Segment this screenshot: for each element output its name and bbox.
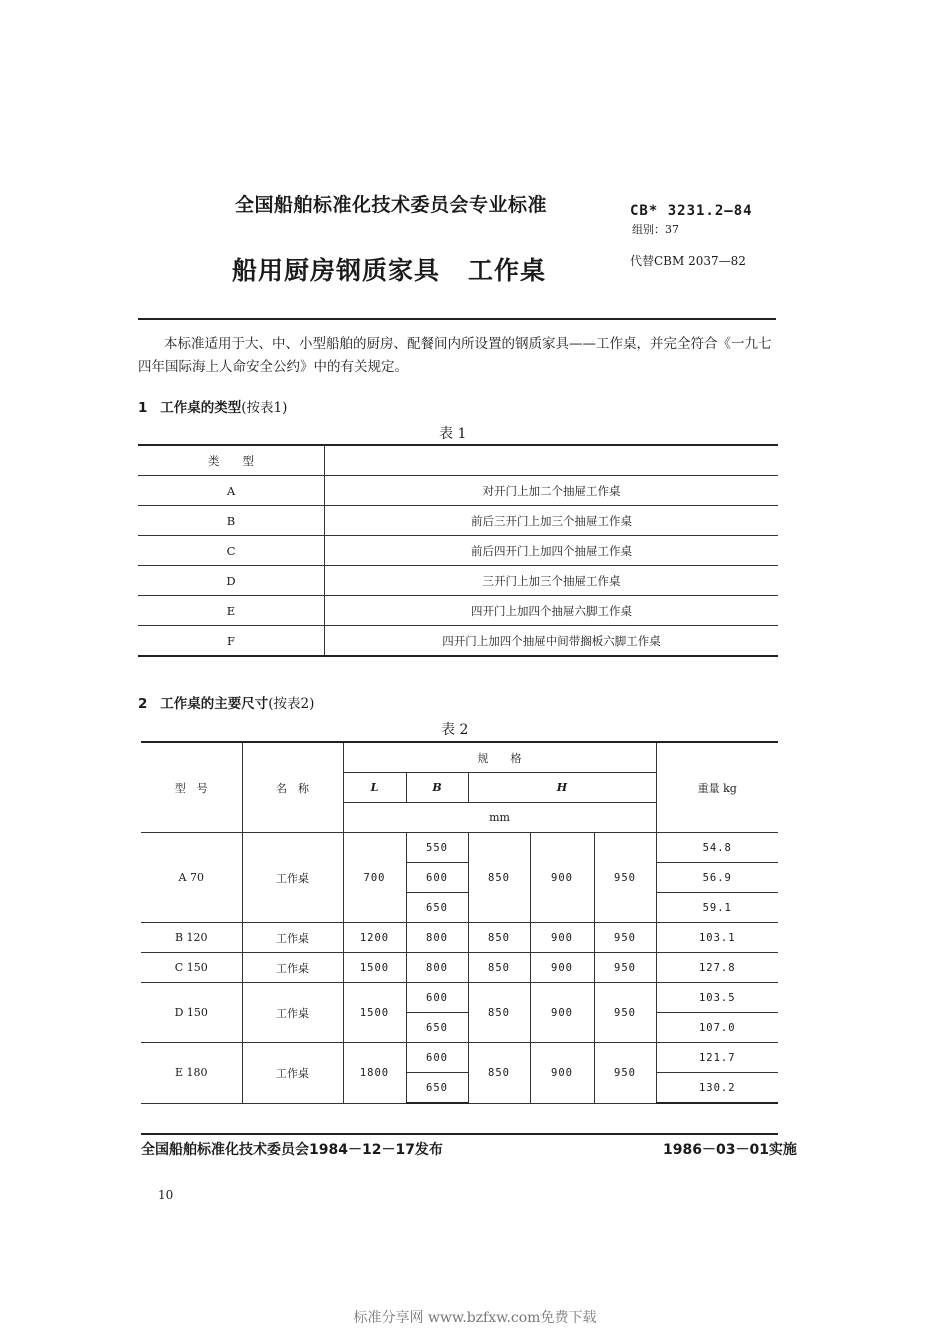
weight-cell: 59.1 (656, 893, 778, 923)
type-code: B (138, 506, 325, 536)
H-cell: 900 (530, 983, 594, 1043)
B-cell: 650 (406, 1073, 468, 1104)
section-2-note: (按表2) (268, 696, 315, 712)
table-1 (138, 444, 778, 657)
table-1-header-desc (325, 445, 779, 476)
table-row (138, 596, 778, 626)
name-cell: 工作桌 (242, 983, 343, 1043)
table-row (138, 476, 778, 506)
group-label: 组别：37 (632, 223, 679, 236)
H-cell: 900 (530, 1043, 594, 1104)
document-title (232, 251, 546, 287)
issue-date: 全国船舶标准化技术委员会1984－12－17发布 (141, 1142, 443, 1158)
table-2-caption: 表 2 (441, 722, 469, 738)
model-cell: E 180 (141, 1043, 242, 1104)
table-row (138, 445, 778, 476)
H-cell: 850 (468, 923, 530, 953)
B-cell: 600 (406, 863, 468, 893)
table-row (138, 566, 778, 596)
type-description: 四开门上加四个抽屉中间带搁板六脚工作桌 (325, 626, 779, 657)
L-cell: 1200 (343, 923, 406, 953)
table-1-caption: 表 1 (439, 426, 467, 442)
model-cell: A 70 (141, 833, 242, 923)
header-rule (138, 318, 776, 320)
header-unit: mm (343, 803, 656, 833)
name-cell: 工作桌 (242, 923, 343, 953)
L-cell: 1500 (343, 983, 406, 1043)
weight-cell: 127.8 (656, 953, 778, 983)
type-description: 三开门上加三个抽屉工作桌 (325, 566, 779, 596)
type-code: C (138, 536, 325, 566)
weight-cell: 107.0 (656, 1013, 778, 1043)
table-row (141, 833, 778, 863)
weight-cell: 103.5 (656, 983, 778, 1013)
B-cell: 800 (406, 923, 468, 953)
table-row (141, 983, 778, 1013)
section-2-title: 工作桌的主要尺寸 (160, 696, 269, 712)
H-cell: 950 (594, 953, 656, 983)
model-cell: C 150 (141, 953, 242, 983)
H-cell: 900 (530, 833, 594, 923)
replaces-label: 代替CBM 2037—82 (630, 254, 746, 268)
type-code: E (138, 596, 325, 626)
weight-cell: 54.8 (656, 833, 778, 863)
type-code: F (138, 626, 325, 657)
B-cell: 600 (406, 1043, 468, 1073)
H-cell: 850 (468, 1043, 530, 1104)
page-number: 10 (158, 1188, 174, 1202)
header-name: 名 称 (242, 742, 343, 833)
intro-text: 本标准适用于大、中、小型船舶的厨房、配餐间内所设置的钢质家具——工作桌，并完全符合《一九七四年国际海上人命安全公约》中的有关规定。 (138, 336, 772, 375)
table-row (138, 506, 778, 536)
H-cell: 950 (594, 1043, 656, 1104)
model-cell: D 150 (141, 983, 242, 1043)
model-cell: B 120 (141, 923, 242, 953)
weight-cell: 56.9 (656, 863, 778, 893)
section-1-heading (138, 396, 287, 416)
intro-paragraph (138, 333, 778, 379)
title-part-1: 船用厨房钢质家具 (232, 256, 441, 285)
weight-cell: 103.1 (656, 923, 778, 953)
name-cell: 工作桌 (242, 1043, 343, 1104)
standard-code: CB* 3231.2—84 (630, 203, 753, 219)
issuing-committee: 全国船舶标准化技术委员会专业标准 (235, 194, 548, 216)
header-H: H (468, 773, 656, 803)
type-description: 四开门上加四个抽屉六脚工作桌 (325, 596, 779, 626)
header-L: L (343, 773, 406, 803)
B-cell: 650 (406, 1013, 468, 1043)
watermark-footer: 标准分享网 www.bzfxw.com免费下载 (353, 1310, 597, 1326)
H-cell: 950 (594, 833, 656, 923)
header-spec: 规 格 (343, 742, 656, 773)
L-cell: 1500 (343, 953, 406, 983)
type-description: 前后四开门上加四个抽屉工作桌 (325, 536, 779, 566)
B-cell: 650 (406, 893, 468, 923)
B-cell: 800 (406, 953, 468, 983)
H-cell: 850 (468, 833, 530, 923)
table-2 (141, 741, 778, 1104)
section-2-heading (138, 692, 314, 712)
name-cell: 工作桌 (242, 953, 343, 983)
H-cell: 950 (594, 983, 656, 1043)
L-cell: 700 (343, 833, 406, 923)
H-cell: 850 (468, 953, 530, 983)
header-weight: 重量 kg (656, 742, 778, 833)
section-1-note: (按表1) (241, 400, 288, 416)
type-description: 前后三开门上加三个抽屉工作桌 (325, 506, 779, 536)
type-code: D (138, 566, 325, 596)
table-row (141, 1043, 778, 1073)
section-1-title: 工作桌的类型 (160, 400, 242, 416)
L-cell: 1800 (343, 1043, 406, 1104)
section-2-number: 2 (138, 696, 148, 712)
weight-cell: 130.2 (656, 1073, 778, 1104)
title-part-2: 工作桌 (468, 256, 547, 285)
section-1-number: 1 (138, 400, 148, 416)
table-row (141, 923, 778, 953)
H-cell: 900 (530, 953, 594, 983)
type-description: 对开门上加二个抽屉工作桌 (325, 476, 779, 506)
table-row (141, 953, 778, 983)
B-cell: 600 (406, 983, 468, 1013)
footer-rule (141, 1133, 778, 1135)
H-cell: 850 (468, 983, 530, 1043)
table-row (138, 536, 778, 566)
header-B: B (406, 773, 468, 803)
name-cell: 工作桌 (242, 833, 343, 923)
B-cell: 550 (406, 833, 468, 863)
table-row (141, 742, 778, 773)
implementation-date: 1986－03－01实施 (663, 1142, 797, 1158)
H-cell: 950 (594, 923, 656, 953)
table-row (138, 626, 778, 657)
header-model: 型 号 (141, 742, 242, 833)
weight-cell: 121.7 (656, 1043, 778, 1073)
H-cell: 900 (530, 923, 594, 953)
table-1-header-type: 类 型 (138, 445, 325, 476)
type-code: A (138, 476, 325, 506)
